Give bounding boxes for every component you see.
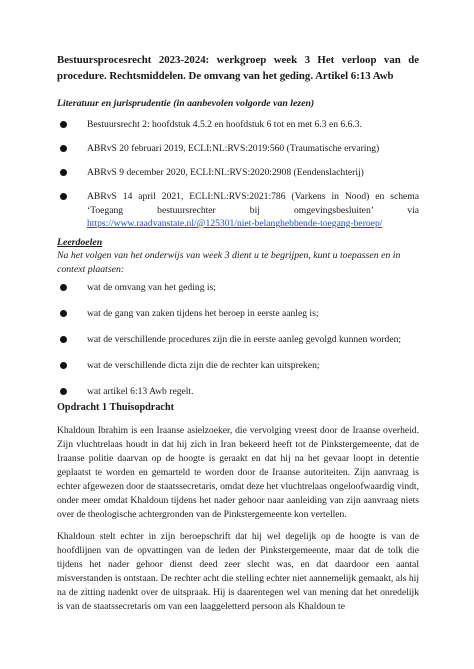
goal-item bbox=[57, 307, 419, 321]
literature-item bbox=[57, 190, 419, 231]
goal-item-text: wat de verschillende procedures zijn die in eerste aanleg gevolgd kunnen worden; bbox=[87, 334, 402, 345]
bullet-icon bbox=[60, 336, 67, 343]
bullet-icon bbox=[60, 310, 67, 317]
goal-item-text: wat de verschillende dicta zijn die de rechter kan uitspreken; bbox=[87, 360, 320, 371]
bullet-icon bbox=[60, 121, 67, 128]
goal-item bbox=[57, 385, 419, 399]
literature-item-text: Bestuursrecht 2: hoofdstuk 4.5.2 en hoofdstuk 6 tot en met 6.3 en 6.6.3. bbox=[87, 119, 362, 130]
literature-item-text: ABRvS 14 april 2021, ECLI:NL:RVS:2021:786 (Varkens in Nood) en schema ‘Toegang bestuursrechter bij omgevingsbesluiten’ via bbox=[87, 191, 419, 216]
goal-item bbox=[57, 359, 419, 373]
literature-list bbox=[57, 118, 419, 241]
goal-item-text: wat de omvang van het geding is; bbox=[87, 282, 216, 293]
literature-item bbox=[57, 142, 419, 156]
bullet-icon bbox=[60, 284, 67, 291]
assignment-paragraph-1: Khaldoun Ibrahim is een Iraanse asielzoeker, die vervolging vreest door de Iraanse overheid. Zijn vluchtrelaas houdt in dat hij zich in Iran bekeerd heeft tot de Pinkstergemeente, dat de Iraanse politie daarvan op de hoogte is geraakt en dat hij na het gevaar loopt in detentie geplaatst te worden en gemarteld te worden door de Iraanse autoriteiten. Zijn aanvraag is echter afgewezen door de staatssecretaris, omdat deze het vluchtrelaas ongeloofwaardig vindt, onder meer omdat Khaldoun tijdens het nader gehoor naar aanleiding van zijn aanvraag niets over de theologische achtergronden van de Pinkstergemeente kon vertellen. bbox=[57, 425, 419, 520]
literature-item-text: ABRvS 20 februari 2019, ECLI:NL:RVS:2019:560 (Traumatische ervaring) bbox=[87, 143, 380, 154]
bullet-icon bbox=[60, 169, 67, 176]
literature-item bbox=[57, 166, 419, 180]
bullet-icon bbox=[60, 388, 67, 395]
goal-item-text: wat de gang van zaken tijdens het beroep in eerste aanleg is; bbox=[87, 308, 319, 319]
assignment-heading: Opdracht 1 Thuisopdracht bbox=[57, 402, 174, 413]
bullet-icon bbox=[60, 193, 67, 200]
literature-heading: Literatuur en jurisprudentie (in aanbevolen volgorde van lezen) bbox=[57, 98, 315, 109]
goals-heading: Leerdoelen bbox=[57, 237, 103, 248]
goal-item-text: wat artikel 6:13 Awb regelt. bbox=[87, 386, 194, 397]
goal-item bbox=[57, 281, 419, 295]
goals-intro: Na het volgen van het onderwijs van week 3 dient u te begrijpen, kunt u toepassen en in context plaatsen: bbox=[57, 250, 401, 275]
document-title: Bestuursprocesrecht 2023-2024: werkgroep week 3 Het verloop van de procedure. Rechtsmiddelen. De omvang van het geding. Artikel 6:13 Awb bbox=[57, 54, 419, 82]
literature-item-text: ABRvS 9 december 2020, ECLI:NL:RVS:2020:2908 (Eendenslachterij) bbox=[87, 167, 364, 178]
assignment-paragraph-2: Khaldoun stelt echter in zijn beroepschrift dat hij wel degelijk op de hoogte is van de hoofdlijnen van de opvattingen van de leden der Pinkstergemeente, maar dat de tolk die tijdens het nader gehoor dienst deed zeer slecht was, en dat daardoor een aantal misverstanden is ontstaan. De rechter acht die stelling echter niet aannemelijk gemaakt, als hij na de zitting nadenkt over de uitspraak. Hij is daarentegen wel van mening dat het onredelijk is van de staatssecretaris om van een laaggeletterd persoon als Khaldoun te bbox=[57, 531, 419, 612]
goal-item bbox=[57, 333, 419, 347]
goals-list bbox=[57, 281, 419, 411]
raad-van-state-link[interactable]: https://www.raadvanstate.nl/@125301/niet-belanghebbende-toegang-beroep/ bbox=[87, 218, 383, 229]
bullet-icon bbox=[60, 145, 67, 152]
literature-item bbox=[57, 118, 419, 132]
bullet-icon bbox=[60, 362, 67, 369]
